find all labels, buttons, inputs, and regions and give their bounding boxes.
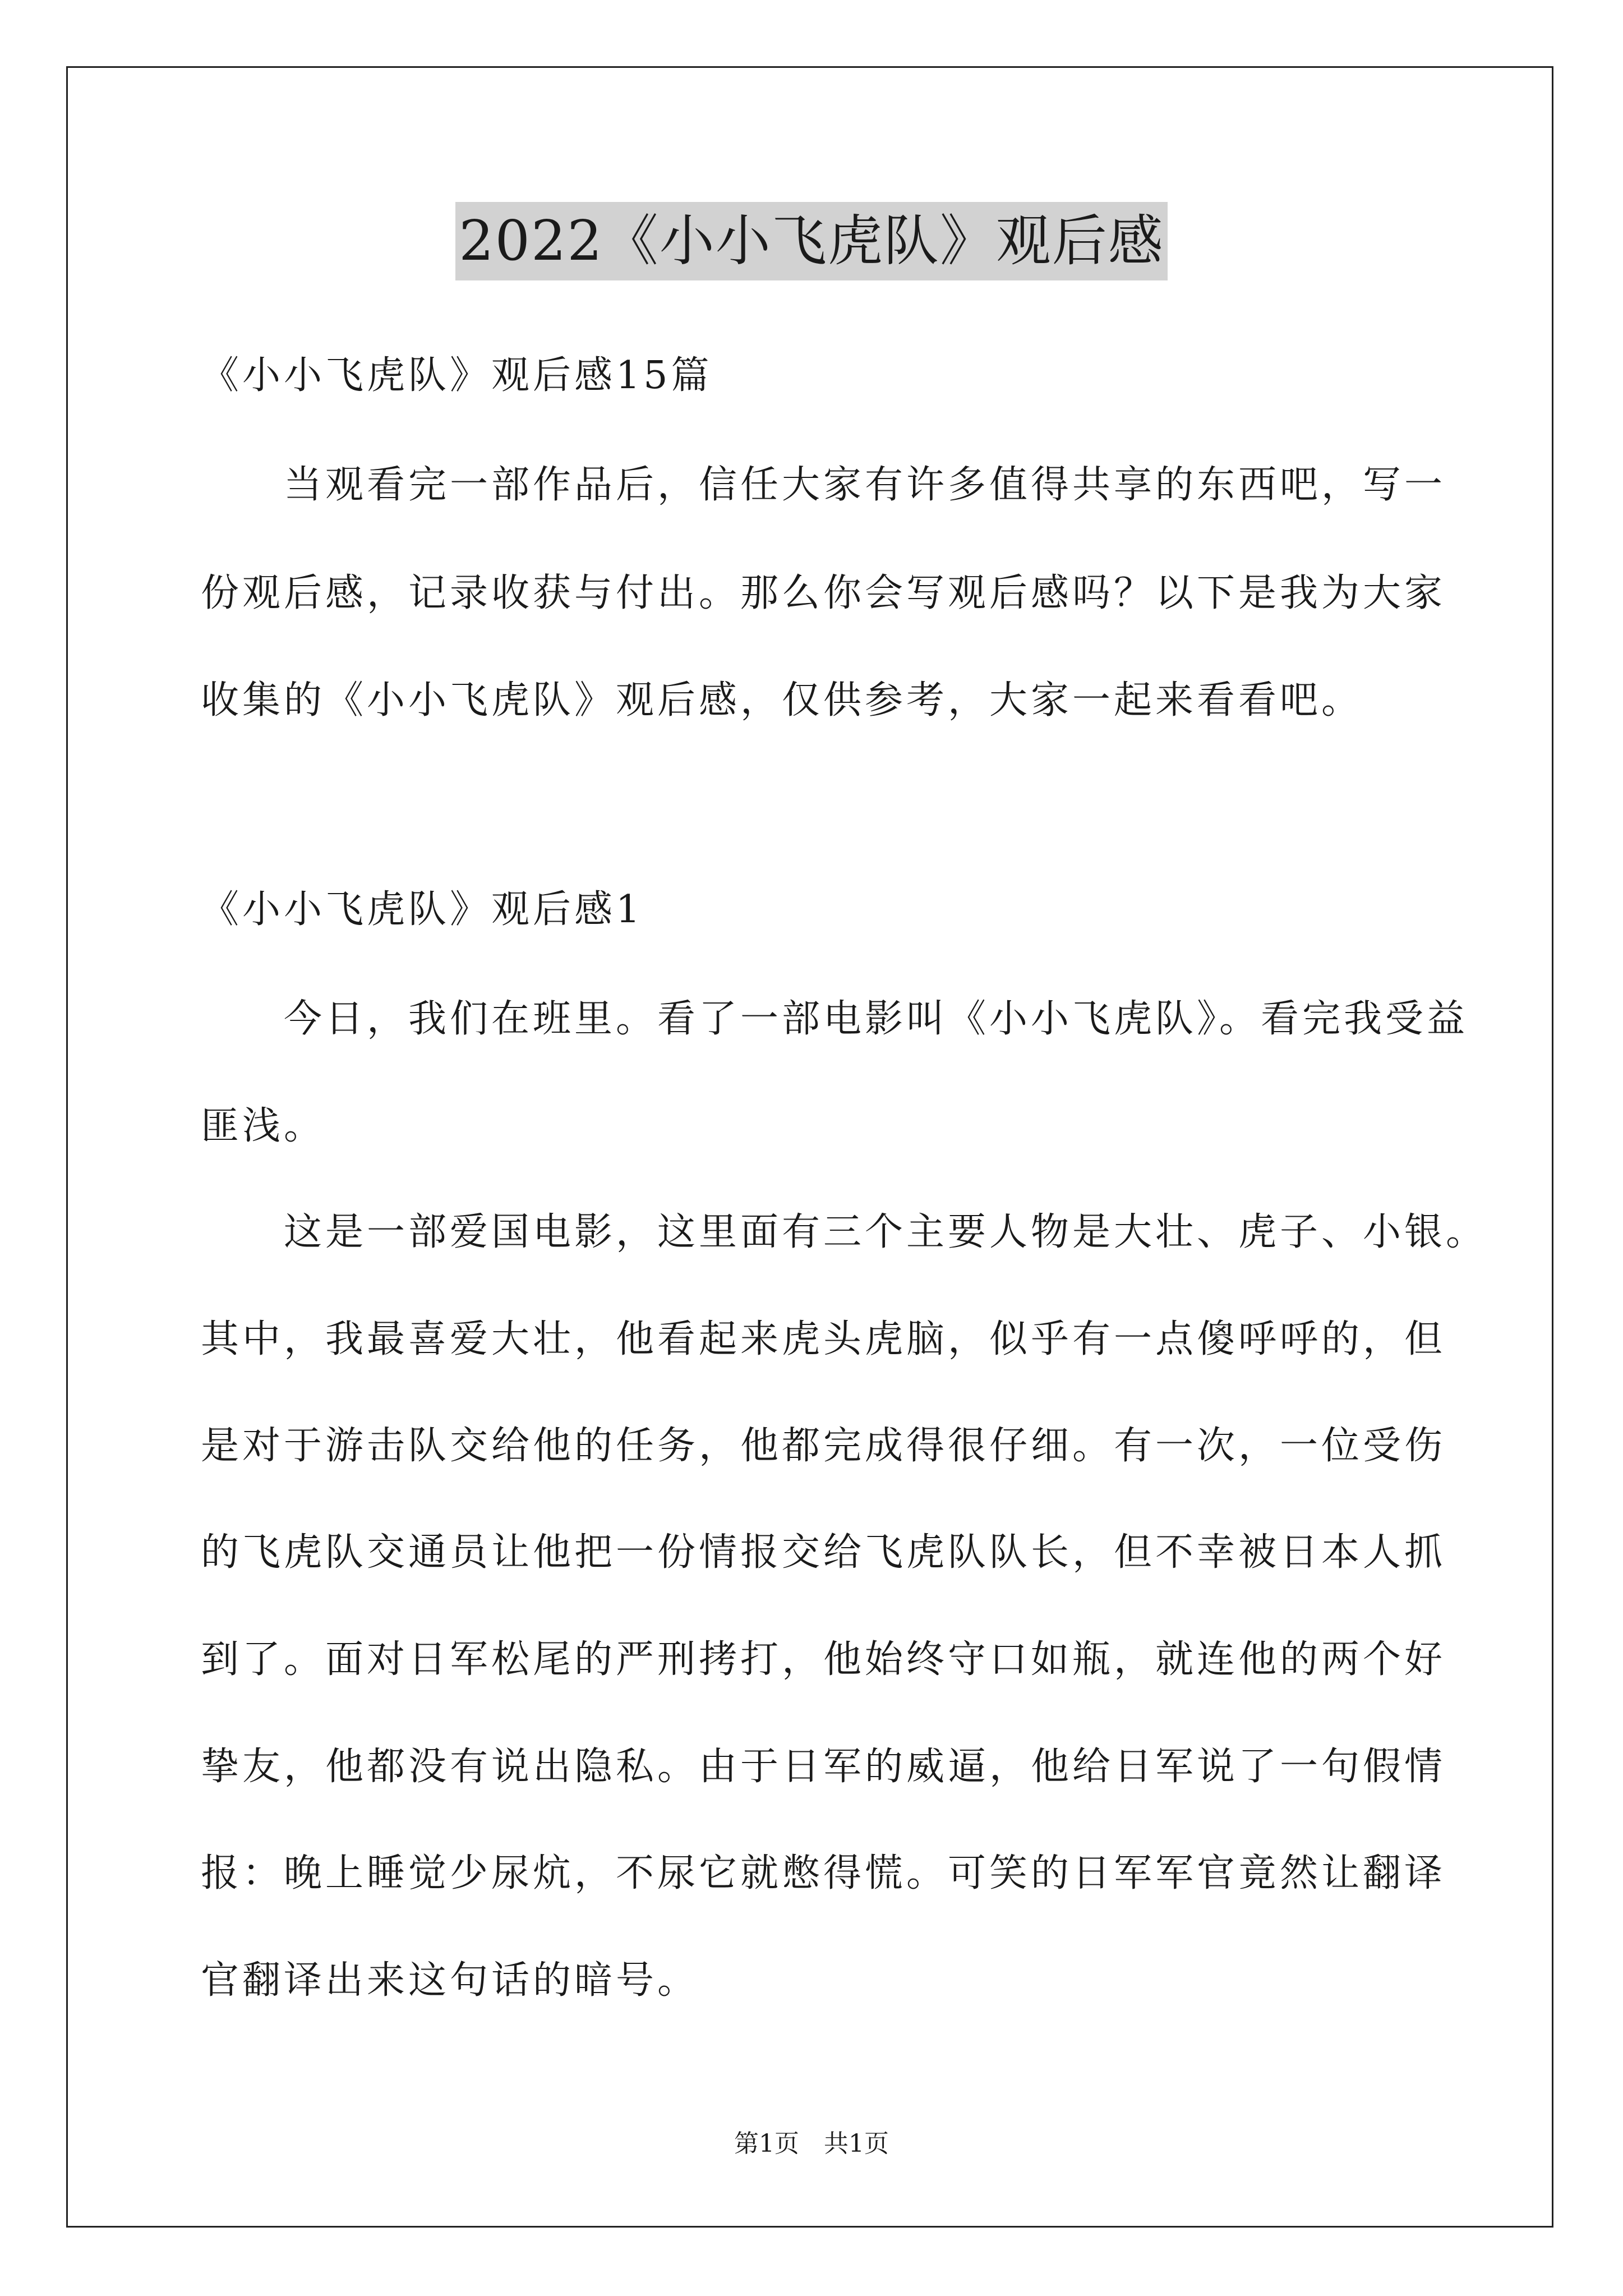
paragraph2-line-8: 官翻译出来这句话的暗号。 (201, 1958, 699, 2003)
paragraph2-line-7: 报：晚上睡觉少尿炕，不尿它就憋得慌。可笑的日军军官竟然让翻译 (201, 1851, 1446, 1895)
document-subtitle: 《小小飞虎队》观后感15篇 (201, 353, 713, 398)
title-container (0, 202, 1623, 280)
paragraph1-line-2: 匪浅。 (201, 1104, 326, 1148)
page-footer: 第1页 共1页 (734, 2129, 889, 2158)
paragraph2-line-6: 挚友，他都没有说出隐私。由于日军的威逼，他给日军说了一句假情 (201, 1745, 1446, 1789)
section-heading: 《小小飞虎队》观后感1 (201, 887, 644, 932)
document-title: 2022《小小飞虎队》观后感 (455, 202, 1167, 280)
paragraph2-line-2: 其中，我最喜爱大壮，他看起来虎头虎脑，似乎有一点傻呼呼的，但 (201, 1317, 1446, 1361)
paragraph2-line-5: 到了。面对日军松尾的严刑拷打，他始终守口如瓶，就连他的两个好 (201, 1637, 1446, 1682)
paragraph1-line-1: 今日，我们在班里。看了一部电影叫《小小飞虎队》。看完我受益 (201, 997, 1469, 1041)
paragraph2-line-3: 是对于游击队交给他的任务，他都完成得很仔细。有一次，一位受伤 (201, 1424, 1446, 1468)
paragraph2-line-1: 这是一部爱国电影，这里面有三个主要人物是大壮、虎子、小银。 (201, 1210, 1488, 1254)
intro-line-1: 当观看完一部作品后，信任大家有许多值得共享的东西吧，写一 (201, 463, 1446, 507)
intro-line-3: 收集的《小小飞虎队》观后感，仅供参考，大家一起来看看吧。 (201, 678, 1363, 723)
paragraph2-line-4: 的飞虎队交通员让他把一份情报交给飞虎队队长，但不幸被日本人抓 (201, 1530, 1446, 1575)
intro-line-2: 份观后感，记录收获与付出。那么你会写观后感吗？以下是我为大家 (201, 571, 1446, 615)
